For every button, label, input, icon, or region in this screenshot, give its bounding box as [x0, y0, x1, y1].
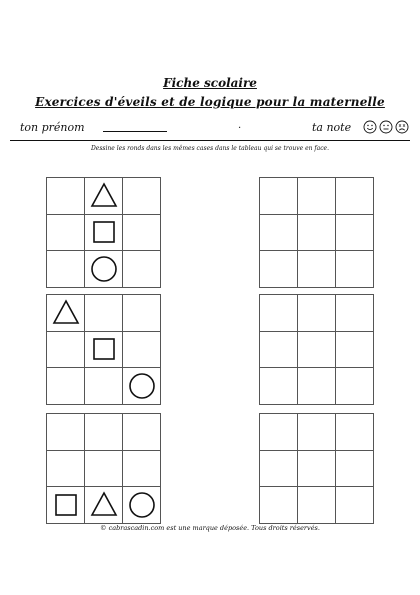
- grid-cell: [85, 332, 123, 369]
- separator-dot: .: [238, 120, 242, 131]
- grid-cell: [47, 295, 85, 332]
- grid-cell: [85, 451, 123, 488]
- grid-cell[interactable]: [260, 251, 298, 288]
- happy-smiley-icon: [363, 120, 377, 134]
- grid-cell: [123, 215, 161, 252]
- grid-cell: [85, 178, 123, 215]
- grid-cell: [47, 178, 85, 215]
- instruction-text: Dessine les ronds dans les mêmes cases dans le tableau qui se trouve en face.: [90, 145, 330, 152]
- answer-grid: [259, 294, 374, 405]
- model-grid: [46, 294, 161, 405]
- grid-cell: [85, 368, 123, 405]
- grid-cell[interactable]: [260, 414, 298, 451]
- grid-cell: [85, 215, 123, 252]
- grid-cell: [123, 368, 161, 405]
- grid-cell: [47, 332, 85, 369]
- grid-cell[interactable]: [336, 332, 374, 369]
- name-row: [20, 119, 400, 137]
- grid-cell[interactable]: [298, 414, 336, 451]
- answer-grid: [259, 177, 374, 288]
- neutral-smiley-icon: [379, 120, 393, 134]
- page-title: Fiche scolaire: [163, 76, 257, 90]
- note-label: ta note: [312, 121, 352, 134]
- triangle-icon: [90, 491, 118, 519]
- triangle-icon: [90, 182, 118, 210]
- sad-smiley-icon: [395, 120, 409, 134]
- grid-cell[interactable]: [260, 178, 298, 215]
- grid-cell[interactable]: [298, 451, 336, 488]
- grid-cell[interactable]: [260, 215, 298, 252]
- square-icon: [90, 218, 118, 246]
- grid-cell[interactable]: [336, 251, 374, 288]
- grid-cell: [85, 251, 123, 288]
- grid-cell: [47, 414, 85, 451]
- grid-cell[interactable]: [260, 451, 298, 488]
- answer-grid: [259, 413, 374, 524]
- grid-cell: [85, 295, 123, 332]
- model-grid: [46, 177, 161, 288]
- name-blank-line: [103, 131, 167, 132]
- grid-cell: [123, 178, 161, 215]
- grid-cell[interactable]: [336, 451, 374, 488]
- grid-cell[interactable]: [298, 178, 336, 215]
- grid-cell[interactable]: [260, 332, 298, 369]
- grid-cell: [123, 251, 161, 288]
- grid-cell[interactable]: [260, 295, 298, 332]
- grid-cell[interactable]: [298, 487, 336, 524]
- grid-cell: [47, 215, 85, 252]
- grid-cell: [47, 487, 85, 524]
- grid-cell[interactable]: [336, 215, 374, 252]
- circle-icon: [128, 491, 156, 519]
- circle-icon: [90, 255, 118, 283]
- grid-cell[interactable]: [298, 368, 336, 405]
- header-divider: [10, 140, 410, 141]
- grid-cell[interactable]: [260, 368, 298, 405]
- grid-cell[interactable]: [298, 332, 336, 369]
- grid-cell[interactable]: [260, 487, 298, 524]
- grid-cell: [85, 487, 123, 524]
- triangle-icon: [52, 299, 80, 327]
- grid-cell[interactable]: [336, 295, 374, 332]
- grid-cell: [123, 451, 161, 488]
- copyright-footer: © cabrascadin.com est une marque déposée. Tous droits réservés.: [100, 524, 320, 532]
- grid-cell: [85, 414, 123, 451]
- model-grid: [46, 413, 161, 524]
- grid-cell: [123, 295, 161, 332]
- grid-cell: [47, 368, 85, 405]
- square-icon: [90, 335, 118, 363]
- grid-cell[interactable]: [336, 487, 374, 524]
- grid-cell: [47, 251, 85, 288]
- grid-cell: [123, 487, 161, 524]
- grid-cell[interactable]: [336, 414, 374, 451]
- grid-cell: [47, 451, 85, 488]
- circle-icon: [128, 372, 156, 400]
- grid-cell[interactable]: [336, 178, 374, 215]
- page-subtitle: Exercices d'éveils et de logique pour la maternelle: [35, 95, 385, 109]
- square-icon: [52, 491, 80, 519]
- name-label: ton prénom: [20, 121, 85, 134]
- grid-cell: [123, 414, 161, 451]
- grid-cell: [123, 332, 161, 369]
- grid-cell[interactable]: [298, 295, 336, 332]
- grid-cell[interactable]: [336, 368, 374, 405]
- grid-cell[interactable]: [298, 215, 336, 252]
- grid-cell[interactable]: [298, 251, 336, 288]
